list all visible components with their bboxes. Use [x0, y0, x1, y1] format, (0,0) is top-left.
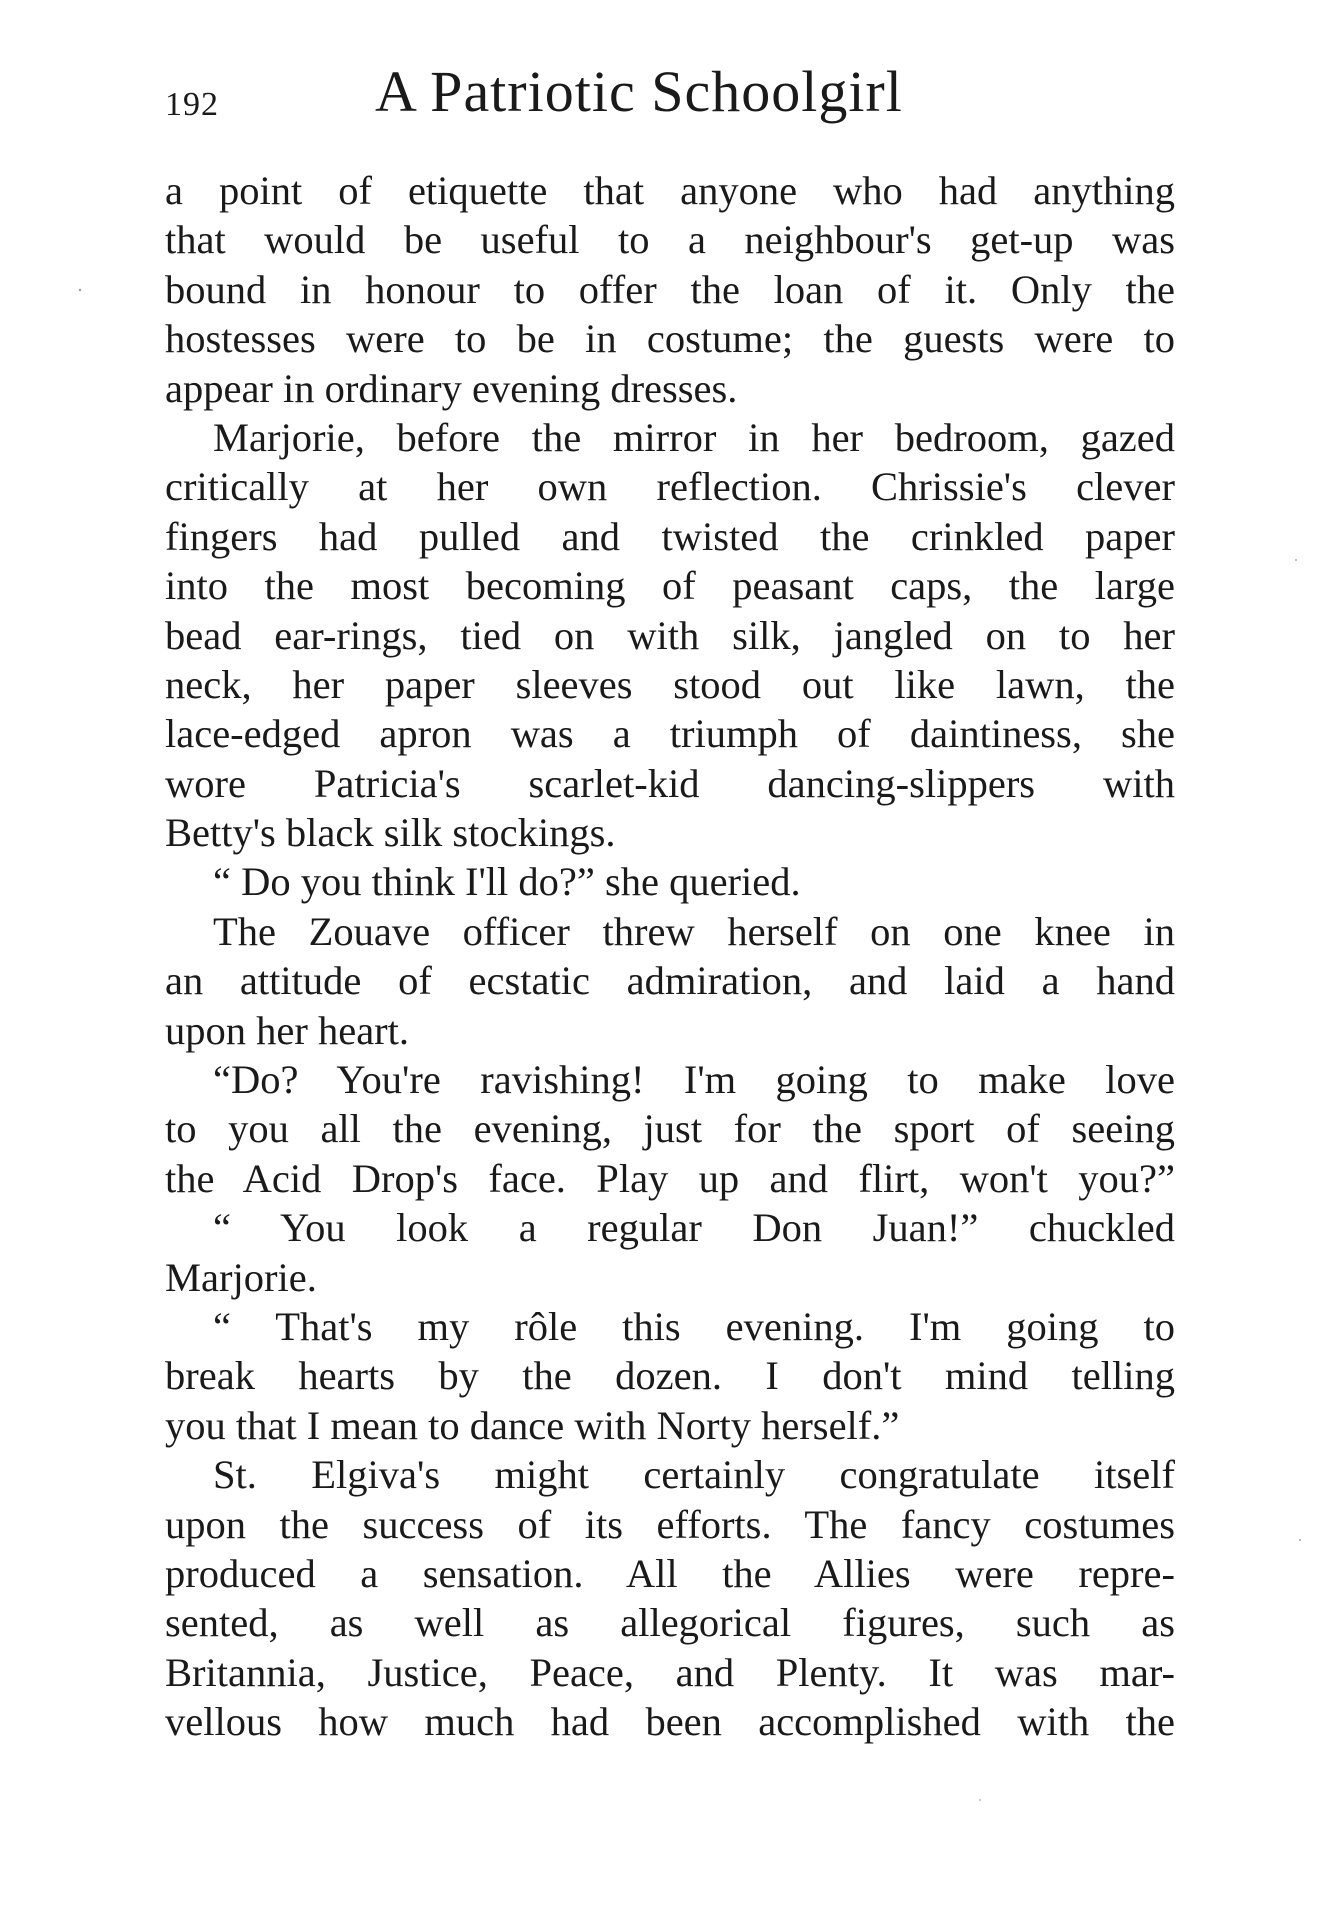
text-line: upon her heart. [165, 1007, 410, 1053]
body-text [165, 166, 1175, 1747]
text-line: you that I mean to dance with Norty herself.” [165, 1402, 900, 1448]
text-line: “ That's my rôle this evening. I'm going to [213, 1303, 1175, 1349]
text-line: a point of etiquette that anyone who had anything [165, 168, 1175, 213]
text-line: the Acid Drop's face. Play up and flirt, won't you?” [165, 1155, 1175, 1201]
text-line: lace-edged apron was a triumph of daintiness, she [165, 711, 1175, 757]
text-line: “Do? You're ravishing! I'm going to make love [213, 1057, 1175, 1103]
text-line: Britannia, Justice, Peace, and Plenty. It was mar- [165, 1649, 1175, 1695]
text-line: fingers had pulled and twisted the crinkled paper [165, 513, 1175, 559]
text-line: to you all the evening, just for the sport of seeing [165, 1106, 1175, 1152]
text-line: produced a sensation. All the Allies were repre- [165, 1550, 1175, 1596]
text-line: bead ear-rings, tied on with silk, jangled on to her [165, 612, 1175, 658]
text-line: neck, her paper sleeves stood out like lawn, the [165, 661, 1175, 707]
text-line: that would be useful to a neighbour's get-up was [165, 217, 1175, 263]
text-line: hostesses were to be in costume; the guests were to [165, 316, 1175, 362]
text-line: bound in honour to offer the loan of it. Only the [165, 266, 1175, 312]
text-line: wore Patricia's scarlet-kid dancing-slippers with [165, 760, 1175, 806]
page-header [165, 58, 1175, 138]
running-title: A Patriotic Schoolgirl [375, 59, 903, 124]
text-line: St. Elgiva's might certainly congratulate itself [213, 1452, 1175, 1498]
text-line: break hearts by the dozen. I don't mind telling [165, 1353, 1175, 1399]
text-line: into the most becoming of peasant caps, the large [165, 563, 1175, 609]
text-line: vellous how much had been accomplished with the [165, 1699, 1175, 1745]
text-line: sented, as well as allegorical figures, such as [165, 1600, 1175, 1646]
text-line: “ Do you think I'll do?” she queried. [213, 859, 801, 905]
text-line: critically at her own reflection. Chrissie's clever [165, 464, 1175, 510]
text-line: Marjorie, before the mirror in her bedroom, gazed [213, 414, 1175, 460]
text-line: upon the success of its efforts. The fancy costumes [165, 1501, 1175, 1547]
text-line: “ You look a regular Don Juan!” chuckled [213, 1205, 1175, 1251]
text-line: appear in ordinary evening dresses. [165, 365, 738, 411]
text-line: Marjorie. [165, 1254, 317, 1300]
text-line: an attitude of ecstatic admiration, and laid a hand [165, 958, 1175, 1004]
text-line: Betty's black silk stockings. [165, 810, 616, 856]
text-line: The Zouave officer threw herself on one knee in [213, 908, 1175, 954]
page-number: 192 [165, 86, 219, 123]
